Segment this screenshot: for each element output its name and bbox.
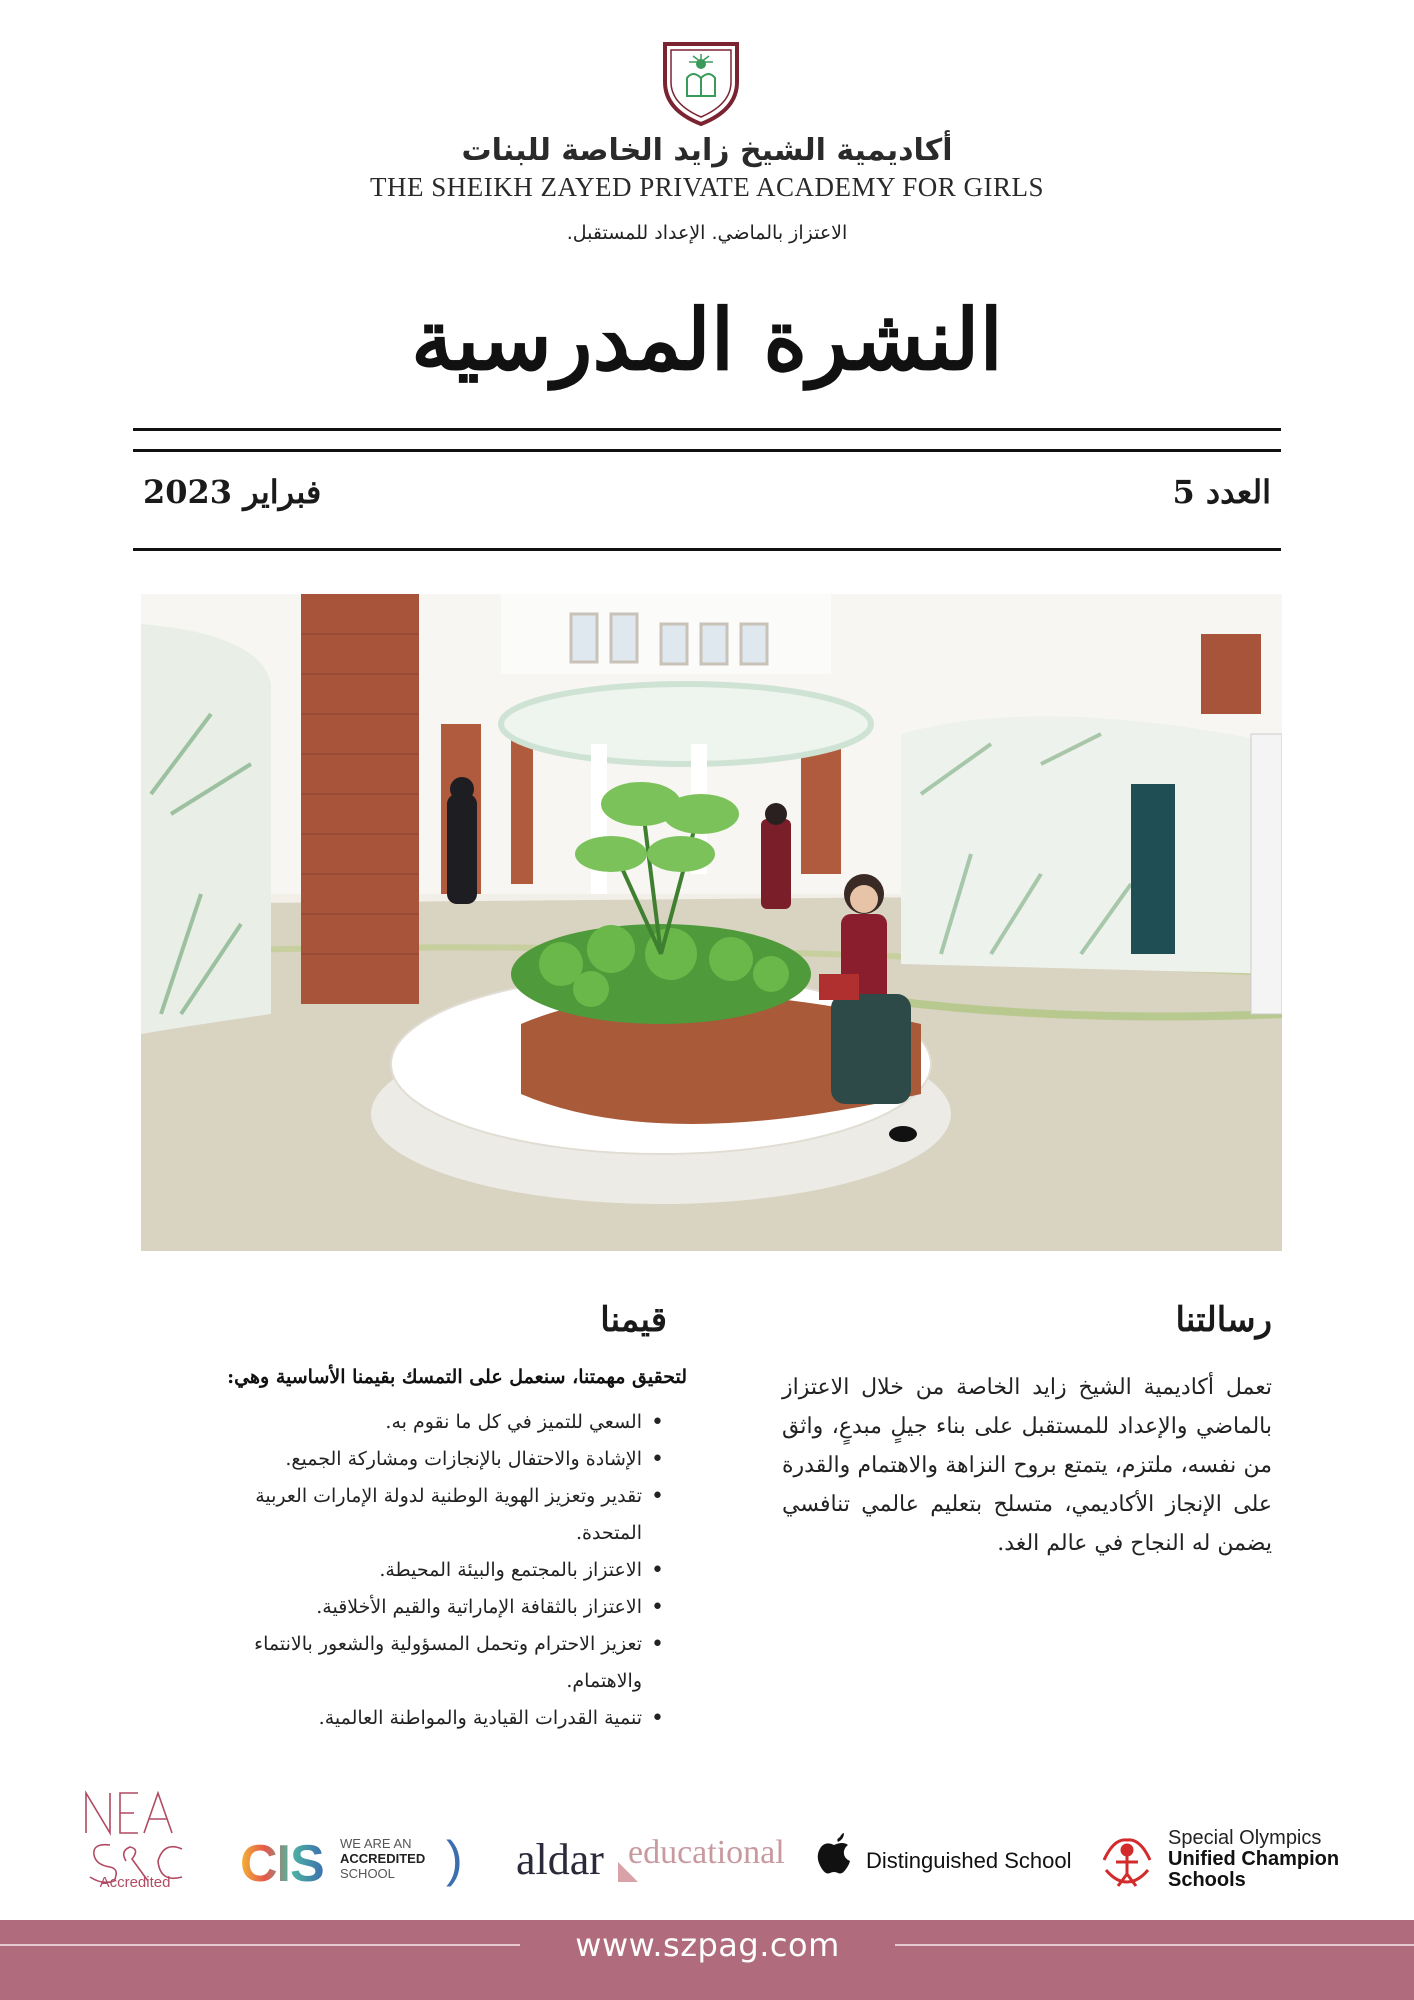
divider-top-1	[133, 428, 1281, 431]
issue-number: العدد 5	[1172, 473, 1271, 511]
cis-bracket-icon: )	[446, 1831, 463, 1887]
cis-letters: CIS	[240, 1835, 324, 1893]
school-name-arabic: أكاديمية الشيخ زايد الخاصة للبنات	[461, 133, 953, 168]
cis-logo	[240, 1834, 324, 1894]
educational-wordmark: educational	[628, 1834, 785, 1871]
school-motto: الاعتزاز بالماضي. الإعداد للمستقبل.	[566, 222, 848, 244]
cis-accreditation-text	[340, 1836, 425, 1881]
so-line3: Schools	[1168, 1869, 1246, 1891]
aldar-logo: aldar	[516, 1835, 604, 1884]
apple-distinguished-school: Distinguished School	[866, 1848, 1072, 1873]
school-name-english: THE SHEIKH ZAYED PRIVATE ACADEMY FOR GIRLS	[369, 172, 1045, 202]
list-item: • تعزيز الاحترام وتحمل المسؤولية والشعور بالانتماء والاهتمام.	[194, 1626, 664, 1700]
neasc-caption: Accredited	[99, 1874, 171, 1891]
newsletter-title: النشرة المدرسية	[411, 290, 1003, 389]
website-link[interactable]: www.szpag.com	[575, 1926, 840, 1964]
issue-date: فبراير 2023	[143, 473, 322, 511]
mission-body: تعمل أكاديمية الشيخ زايد الخاصة من خلال الاعتزاز بالماضي والإعداد للمستقبل على بناء جيلٍ مبدعٍ، واثق من نفسه، ملتزم، يتمتع بروح النزاهة والاهتمام والقدرة على الإنجاز الأكاديمي، متسلح بتعليم عالمي تنافسي يضمن له النجاح في عالم الغد.	[782, 1375, 1272, 1556]
footer-line-right	[895, 1944, 1414, 1946]
school-crest-logo	[659, 38, 743, 128]
so-line1: Special Olympics	[1168, 1827, 1322, 1849]
divider-bottom	[133, 548, 1281, 551]
apple-icon	[816, 1833, 852, 1875]
so-line2: Unified Champion	[1168, 1848, 1340, 1870]
values-list	[194, 1404, 664, 1737]
list-item: • السعي للتميز في كل ما نقوم به.	[194, 1404, 664, 1441]
list-item: • تقدير وتعزيز الهوية الوطنية لدولة الإمارات العربية المتحدة.	[194, 1478, 664, 1552]
list-item: • تنمية القدرات القيادية والمواطنة العالمية.	[194, 1700, 664, 1737]
list-item: • الاعتزاز بالمجتمع والبيئة المحيطة.	[194, 1552, 664, 1589]
cis-line2: ACCREDITED	[340, 1851, 426, 1866]
special-olympics-text	[1168, 1828, 1339, 1891]
divider-top-2	[133, 449, 1281, 452]
footer-line-left	[0, 1944, 520, 1946]
special-olympics-icon	[1096, 1830, 1158, 1888]
list-item: • الاعتزاز بالثقافة الإماراتية والقيم الأخلاقية.	[194, 1589, 664, 1626]
cis-line3: SCHOOL	[340, 1866, 395, 1881]
values-heading: قيمنا	[600, 1300, 667, 1340]
cis-line1: WE ARE AN	[340, 1836, 412, 1851]
mission-heading: رسالتنا	[1175, 1300, 1272, 1340]
values-intro: لتحقيق مهمتنا، سنعمل على التمسك بقيمنا الأساسية وهي:	[227, 1366, 687, 1388]
list-item: • الإشادة والاحتفال بالإنجازات ومشاركة الجميع.	[194, 1441, 664, 1478]
library-hero-photo	[141, 594, 1282, 1251]
